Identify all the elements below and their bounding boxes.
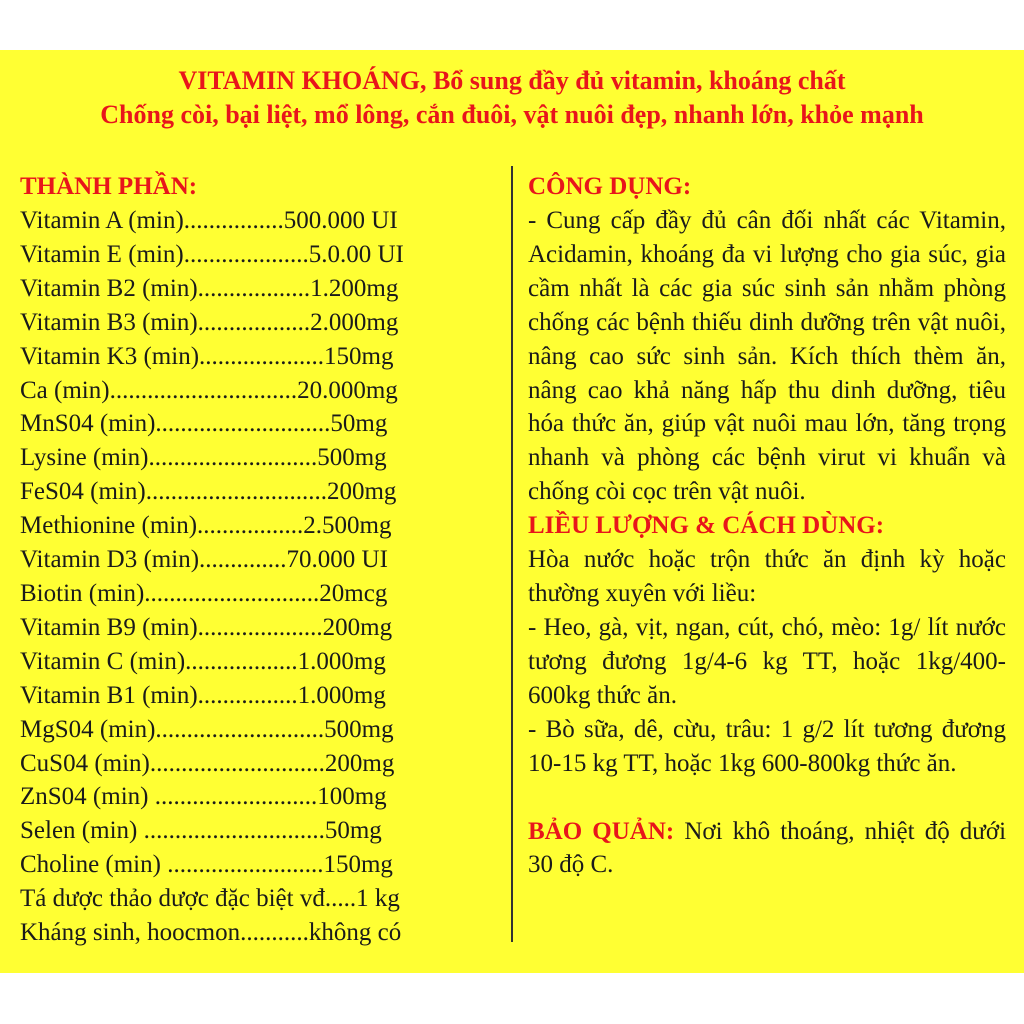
header-line-1: VITAMIN KHOÁNG, Bổ sung đầy đủ vitamin, khoáng chất [178, 66, 846, 95]
ingredient-row: Methionine (min).................2.500mg [20, 512, 392, 540]
ingredient-row: Tá dược thảo dược đặc biệt vđ.....1 kg [20, 885, 400, 913]
column-divider [511, 166, 513, 942]
ingredients-title: THÀNH PHẦN: [20, 173, 198, 200]
ingredient-row: Vitamin B9 (min)....................200mg [20, 613, 393, 641]
uses-text: - Cung cấp đầy đủ cân đối nhất các Vitamin, Acidamin, khoáng đa vi lượng cho gia súc, gia cầm nhất là các gia súc sinh sản nhằm phòng chống các bệnh thiếu dinh dưỡng trên vật nuôi, nâng cao sức sinh sản. Kích thích thèm ăn, nâng cao khả năng hấp thu dinh dưỡng, tiêu hóa thức ăn, giúp vật nuôi mau lớn, tăng trọng nhanh và phòng các bệnh virut vi khuẩn và chống còi cọc trên vật nuôi. [528, 207, 1006, 506]
info-column [528, 170, 1006, 882]
ingredient-row: Kháng sinh, hoocmon...........không có [20, 919, 402, 947]
storage-title: BẢO QUẢN: [528, 817, 675, 845]
uses-title: CÔNG DỤNG: [528, 173, 692, 200]
ingredient-row: Vitamin E (min)....................5.0.00 UI [20, 240, 404, 268]
ingredient-row: Selen (min) .............................50mg [20, 817, 382, 845]
ingredient-row: FeS04 (min).............................200mg [20, 478, 397, 506]
dosage-intro: Hòa nước hoặc trộn thức ăn định kỳ hoặc thường xuyên với liều: [528, 546, 1006, 608]
ingredients-list [20, 204, 500, 950]
ingredient-row: Lysine (min)...........................500mg [20, 444, 387, 472]
ingredient-row: Ca (min)..............................20.000mg [20, 376, 398, 404]
storage-text: Nơi khô thoáng, nhiệt độ dưới 30 độ C. [528, 817, 1007, 879]
ingredient-row: Vitamin C (min)..................1.000mg [20, 647, 386, 675]
label-panel [0, 50, 1024, 973]
ingredient-row: Vitamin K3 (min)....................150mg [20, 342, 394, 370]
spacer [528, 781, 1006, 815]
storage-section [528, 815, 1006, 883]
ingredient-row: Vitamin A (min)................500.000 UI [20, 207, 398, 234]
header-line-2: Chống còi, bại liệt, mổ lông, cắn đuôi, vật nuôi đẹp, nhanh lớn, khỏe mạnh [100, 100, 924, 129]
ingredient-row: Choline (min) .........................150mg [20, 851, 393, 879]
ingredient-row: CuS04 (min)............................200mg [20, 749, 395, 777]
product-header [0, 64, 1024, 132]
dosage-item-1: - Heo, gà, vịt, ngan, cút, chó, mèo: 1g/ lít nước tương đương 1g/4-6 kg TT, hoặc 1kg/400-600kg thức ăn. [528, 613, 1006, 709]
ingredient-row: ZnS04 (min) ..........................100mg [20, 783, 387, 811]
ingredient-row: Biotin (min)............................20mcg [20, 579, 388, 607]
ingredient-row: Vitamin B1 (min)................1.000mg [20, 681, 386, 709]
ingredients-section [20, 170, 500, 950]
dosage-title: LIỀU LƯỢNG & CÁCH DÙNG: [528, 512, 885, 540]
ingredient-row: MgS04 (min)...........................500mg [20, 715, 394, 743]
ingredient-row: Vitamin B3 (min)..................2.000mg [20, 308, 399, 336]
ingredient-row: MnS04 (min)............................50mg [20, 410, 388, 438]
dosage-item-2: - Bò sữa, dê, cừu, trâu: 1 g/2 lít tương đương 10-15 kg TT, hoặc 1kg 600-800kg thức ăn. [528, 715, 1006, 777]
ingredient-row: Vitamin D3 (min)..............70.000 UI [20, 546, 388, 574]
ingredient-row: Vitamin B2 (min)..................1.200mg [20, 274, 399, 302]
